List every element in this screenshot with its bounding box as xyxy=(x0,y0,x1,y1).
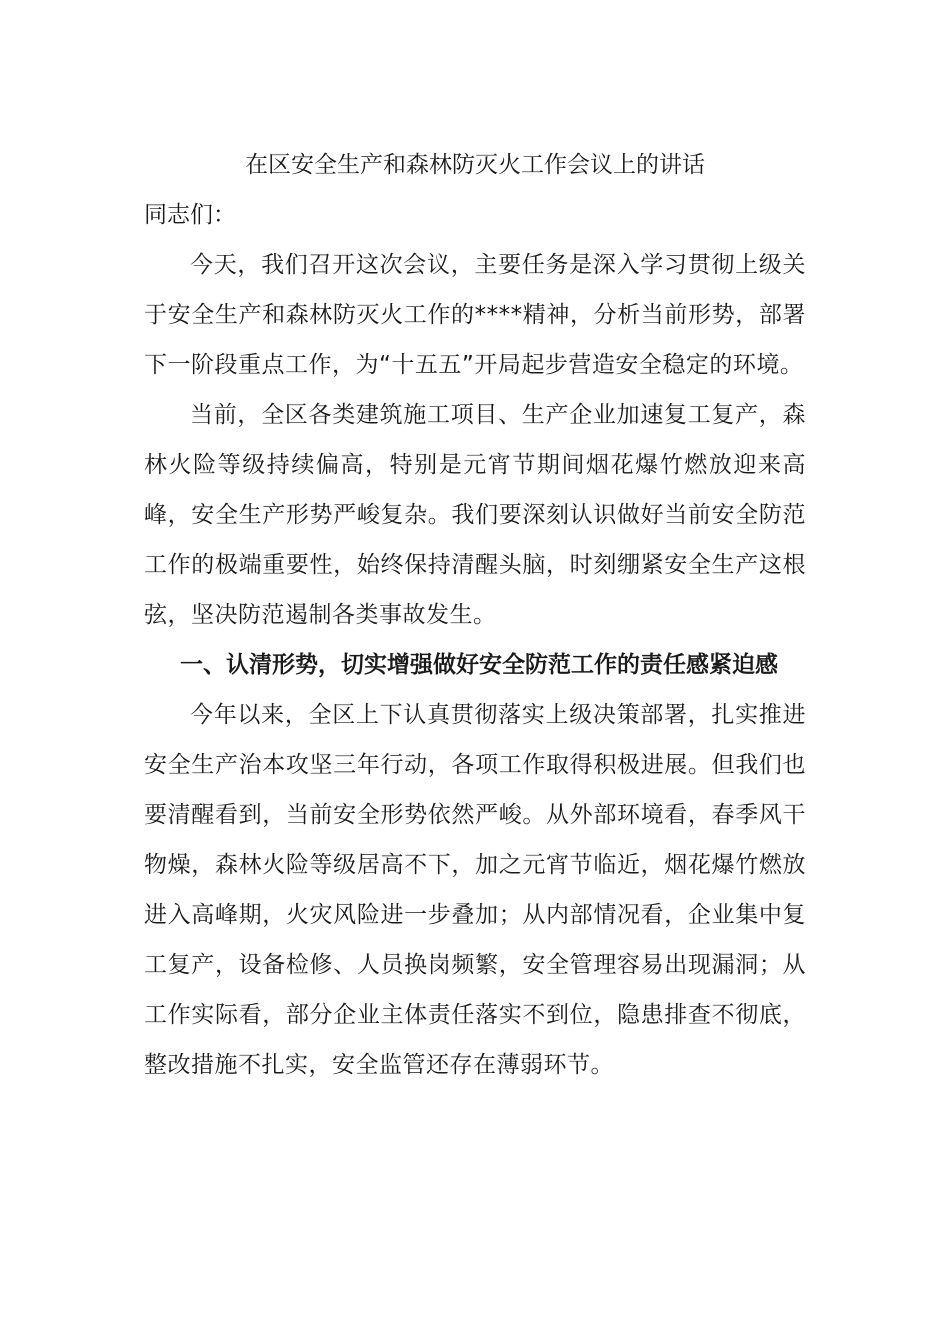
section-paragraph: 今年以来，全区上下认真贯彻落实上级决策部署，扎实推进安全生产治本攻坚三年行动，各项工作取得积极进展。但我们也要清醒看到，当前安全形势依然严峻。从外部环境看，春季风干物燥，森林火险等级居高不下，加之元宵节临近，烟花爆竹燃放进入高峰期，火灾风险进一步叠加；从内部情况看，企业集中复工复产，设备检修、人员换岗频繁，安全管理容易出现漏洞；从工作实际看，部分企业主体责任落实不到位，隐患排查不彻底，整改措施不扎实，安全监管还存在薄弱环节。 xyxy=(144,702,806,1078)
section-heading: 一、认清形势，切实增强做好安全防范工作的责任感紧迫感 xyxy=(180,652,778,678)
paragraph-situation: 当前，全区各类建筑施工项目、生产企业加速复工复产，森林火险等级持续偏高，特别是元宵节期间烟花爆竹燃放迎来高峰，安全生产形势严峻复杂。我们要深刻认识做好当前安全防范工作的极端重要性，始终保持清醒头脑，时刻绷紧安全生产这根弦，坚决防范遏制各类事故发生。 xyxy=(144,402,806,628)
salutation: 同志们： xyxy=(144,202,236,228)
document-title: 在区安全生产和森林防灭火工作会议上的讲话 xyxy=(245,152,705,178)
paragraph-opening: 今天，我们召开这次会议，主要任务是深入学习贯彻上级关于安全生产和森林防灭火工作的****精神，分析当前形势，部署下一阶段重点工作，为“十五五”开局起步营造安全稳定的环境。 xyxy=(144,252,806,378)
document-page xyxy=(144,140,806,1090)
